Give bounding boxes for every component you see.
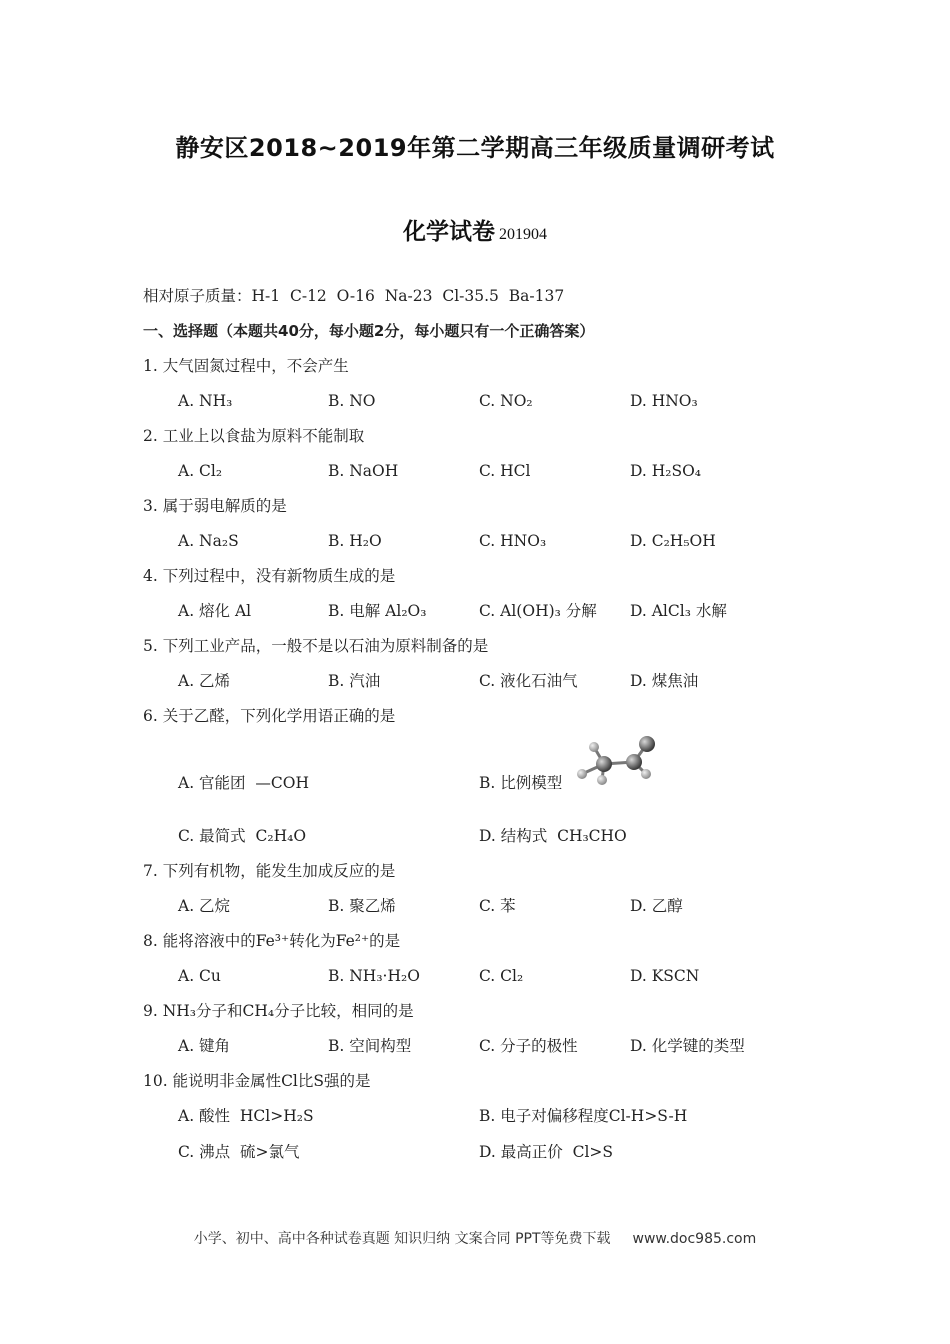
option-b: B. H₂O — [328, 532, 382, 550]
ball-and-stick-model-icon — [574, 734, 664, 790]
option-d: D. 煤焦油 — [630, 672, 699, 690]
question-stem: 5. 下列工业产品，一般不是以石油为原料制备的是 — [143, 637, 489, 655]
option-c: C. 沸点 硫>氯气 — [178, 1143, 300, 1161]
footer-site-link[interactable]: www.doc985.com — [632, 1231, 757, 1247]
option-b: B. 电子对偏移程度Cl-H>S-H — [479, 1107, 688, 1125]
option-c: C. 液化石油气 — [479, 672, 578, 690]
option-b: B. NH₃·H₂O — [328, 967, 420, 985]
exam-date: 201904 — [499, 226, 547, 243]
option-d: D. AlCl₃ 水解 — [630, 602, 727, 620]
option-b: B. NO — [328, 392, 376, 410]
question-stem: 2. 工业上以食盐为原料不能制取 — [143, 427, 365, 445]
question-stem: 9. NH₃分子和CH₄分子比较，相同的是 — [143, 1002, 414, 1020]
option-d: D. 化学键的类型 — [630, 1037, 745, 1055]
page-title: 静安区2018~2019年第二学期高三年级质量调研考试 — [175, 134, 775, 162]
option-c: C. 分子的极性 — [479, 1037, 578, 1055]
option-d: D. C₂H₅OH — [630, 532, 716, 550]
option-c: C. HCl — [479, 462, 531, 480]
option-c: C. NO₂ — [479, 392, 533, 410]
option-a: A. Cl₂ — [178, 462, 223, 480]
paper-subtitle — [0, 213, 950, 246]
section-heading: 一、选择题（本题共40分，每小题2分，每小题只有一个正确答案） — [143, 322, 595, 340]
question-stem: 3. 属于弱电解质的是 — [143, 497, 287, 515]
option-b: B. 空间构型 — [328, 1037, 412, 1055]
option-d: D. HNO₃ — [630, 392, 698, 410]
option-a: A. NH₃ — [178, 392, 233, 410]
option-c: C. HNO₃ — [479, 532, 547, 550]
atomic-mass-note: 相对原子质量：H-1 C-12 O-16 Na-23 Cl-35.5 Ba-137 — [143, 287, 565, 305]
option-d: D. 乙醇 — [630, 897, 683, 915]
option-d: D. KSCN — [630, 967, 700, 985]
option-c: C. Cl₂ — [479, 967, 524, 985]
page-footer — [0, 1228, 950, 1248]
option-a: A. 乙烷 — [178, 897, 231, 915]
option-c: C. 苯 — [479, 897, 516, 915]
option-a: A. 官能团 —COH — [178, 774, 309, 792]
option-d: D. H₂SO₄ — [630, 462, 701, 480]
option-b: B. 汽油 — [328, 672, 381, 690]
question-stem: 4. 下列过程中，没有新物质生成的是 — [143, 567, 396, 585]
option-b: B. 电解 Al₂O₃ — [328, 602, 427, 620]
option-b: B. 比例模型 — [479, 774, 563, 792]
subtitle-text: 化学试卷 — [403, 219, 495, 245]
option-c: C. Al(OH)₃ 分解 — [479, 602, 597, 620]
option-b: B. 聚乙烯 — [328, 897, 396, 915]
question-stem: 10. 能说明非金属性Cl比S强的是 — [143, 1072, 371, 1090]
question-stem: 8. 能将溶液中的Fe³⁺转化为Fe²⁺的是 — [143, 932, 401, 950]
option-d: D. 最高正价 Cl>S — [479, 1143, 614, 1161]
option-a: A. Cu — [178, 967, 221, 985]
option-b: B. NaOH — [328, 462, 399, 480]
option-a: A. 熔化 Al — [178, 602, 252, 620]
question-stem: 1. 大气固氮过程中，不会产生 — [143, 357, 349, 375]
option-c: C. 最简式 C₂H₄O — [178, 827, 307, 845]
question-stem: 6. 关于乙醛，下列化学用语正确的是 — [143, 707, 396, 725]
option-a: A. Na₂S — [178, 532, 239, 550]
option-d: D. 结构式 CH₃CHO — [479, 827, 627, 845]
option-a: A. 酸性 HCl>H₂S — [178, 1107, 314, 1125]
question-stem: 7. 下列有机物，能发生加成反应的是 — [143, 862, 396, 880]
option-a: A. 乙烯 — [178, 672, 231, 690]
option-a: A. 键角 — [178, 1037, 231, 1055]
footer-text: 小学、初中、高中各种试卷真题 知识归纳 文案合同 PPT等免费下载 — [193, 1231, 611, 1247]
